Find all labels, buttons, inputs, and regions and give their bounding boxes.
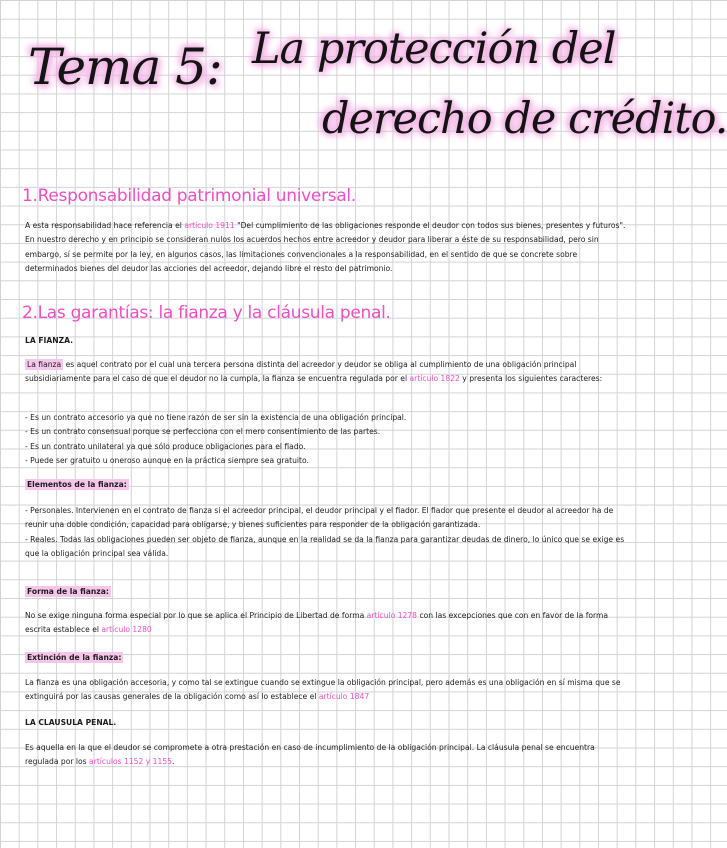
list-item: - Es un contrato accesorio ya que no tiene razón de ser sin la existencia de una obligación principal. bbox=[25, 413, 407, 422]
fianza-label: LA FIANZA. bbox=[25, 336, 74, 345]
extincion-label bbox=[25, 653, 123, 662]
section-1-paragraph-1 bbox=[25, 219, 629, 277]
text: y presenta los siguientes caracteres: bbox=[459, 374, 603, 384]
reales-text: - Reales. Todas las obligaciones pueden ser objeto de fianza, aunque en la realidad se da la fianza para garantizar deudas de dinero, lo único que se exige es que la obligación principal sea válida. bbox=[25, 534, 625, 559]
forma-paragraph bbox=[25, 609, 629, 638]
section-1-paragraph-2: En nuestro derecho y en principio se consideran nulos los acuerdos hechos entre acreedor y deudor para liberar a éste de su responsabilidad, pero sin embargo, sí se permite por la ley, en algunos casos, las limitaciones convencionales a la responsabilidad, en el sentido de que se concrete sobre determinados bienes del deudor las acciones del acreedor, dejando libre el resto del patrimonio. bbox=[25, 235, 599, 274]
text: "Del cumplimiento de las obligaciones responde el deudor con todos sus bienes, presentes y futuros". bbox=[234, 221, 626, 230]
fianza-paragraph bbox=[25, 358, 629, 387]
clausula-paragraph bbox=[25, 741, 629, 770]
list-item: - Puede ser gratuito u oneroso aunque en la práctica siempre sea gratuito. bbox=[25, 456, 309, 466]
title-line-1: La protección del bbox=[252, 24, 616, 74]
list-item: - Es un contrato consensual porque se perfecciona con el mero consentimiento de las partes. bbox=[25, 427, 381, 437]
extincion-paragraph bbox=[25, 676, 629, 705]
personales-text: - Personales. Intervienen en el contrato de fianza si el acreedor principal, el deudor principal y el fiador. El fiador que presente el deudor al acreedor ha de reunir una doble condición, capacidad para obligarse, y bienes suficientes para responder de la obligación garantizada. bbox=[25, 506, 614, 530]
article-link: artículo 1911 bbox=[184, 221, 235, 230]
elementos-label bbox=[25, 480, 129, 489]
section-1-heading: 1.Responsabilidad patrimonial universal. bbox=[22, 186, 356, 206]
text: A esta responsabilidad hace referencia el bbox=[25, 221, 185, 230]
elementos-paragraph bbox=[25, 504, 629, 562]
fianza-bullets bbox=[25, 411, 629, 469]
article-link: artículos 1152 y 1155 bbox=[89, 757, 172, 767]
forma-label bbox=[25, 587, 111, 596]
text: . bbox=[172, 757, 175, 767]
text: La fianza es una obligación accesoria, y como tal se extingue cuando se extingue la obligación principal, pero además es una obligación en sí misma que se extinguirá por las causas generales de la obligación como así lo establece el bbox=[25, 678, 621, 702]
text: Forma de la fianza: bbox=[27, 587, 109, 596]
article-link: artículo 1847 bbox=[318, 692, 370, 702]
title-tema: Tema 5: bbox=[28, 38, 222, 96]
section-2-heading: 2.Las garantías: la fianza y la cláusula penal. bbox=[22, 303, 391, 323]
text: No se exige ninguna forma especial por lo que se aplica el Principio de Libertad de forma bbox=[25, 611, 367, 620]
title-line-2: derecho de crédito. bbox=[322, 94, 727, 144]
text: es aquel contrato por el cual una tercera persona distinta del acreedor y deudor se obliga al cumplimiento de una obligación principal subsidiariamente para el caso de que el deudor no la cumpla, la fianza se encuentra regulada por el bbox=[25, 360, 577, 384]
text: Elementos de la fianza: bbox=[27, 480, 127, 489]
text: con las excepciones que con en favor de la forma escrita establece el bbox=[25, 611, 609, 635]
list-item: - Es un contrato unilateral ya que sólo produce obligaciones para el fiado. bbox=[25, 441, 306, 451]
fianza-highlight: La fianza bbox=[27, 360, 62, 369]
clausula-label: LA CLAUSULA PENAL. bbox=[25, 718, 117, 727]
article-link: artículo 1278 bbox=[366, 611, 418, 620]
text: Extinción de la fianza: bbox=[27, 653, 122, 662]
article-link: artículo 1280 bbox=[101, 625, 152, 635]
article-link: artículo 1822 bbox=[409, 374, 460, 384]
text: Es aquella en la que el deudor se compromete a otra prestación en caso de incumplimiento de la obligación principal. La cláusula penal se encuentra regulada por los bbox=[25, 743, 595, 767]
